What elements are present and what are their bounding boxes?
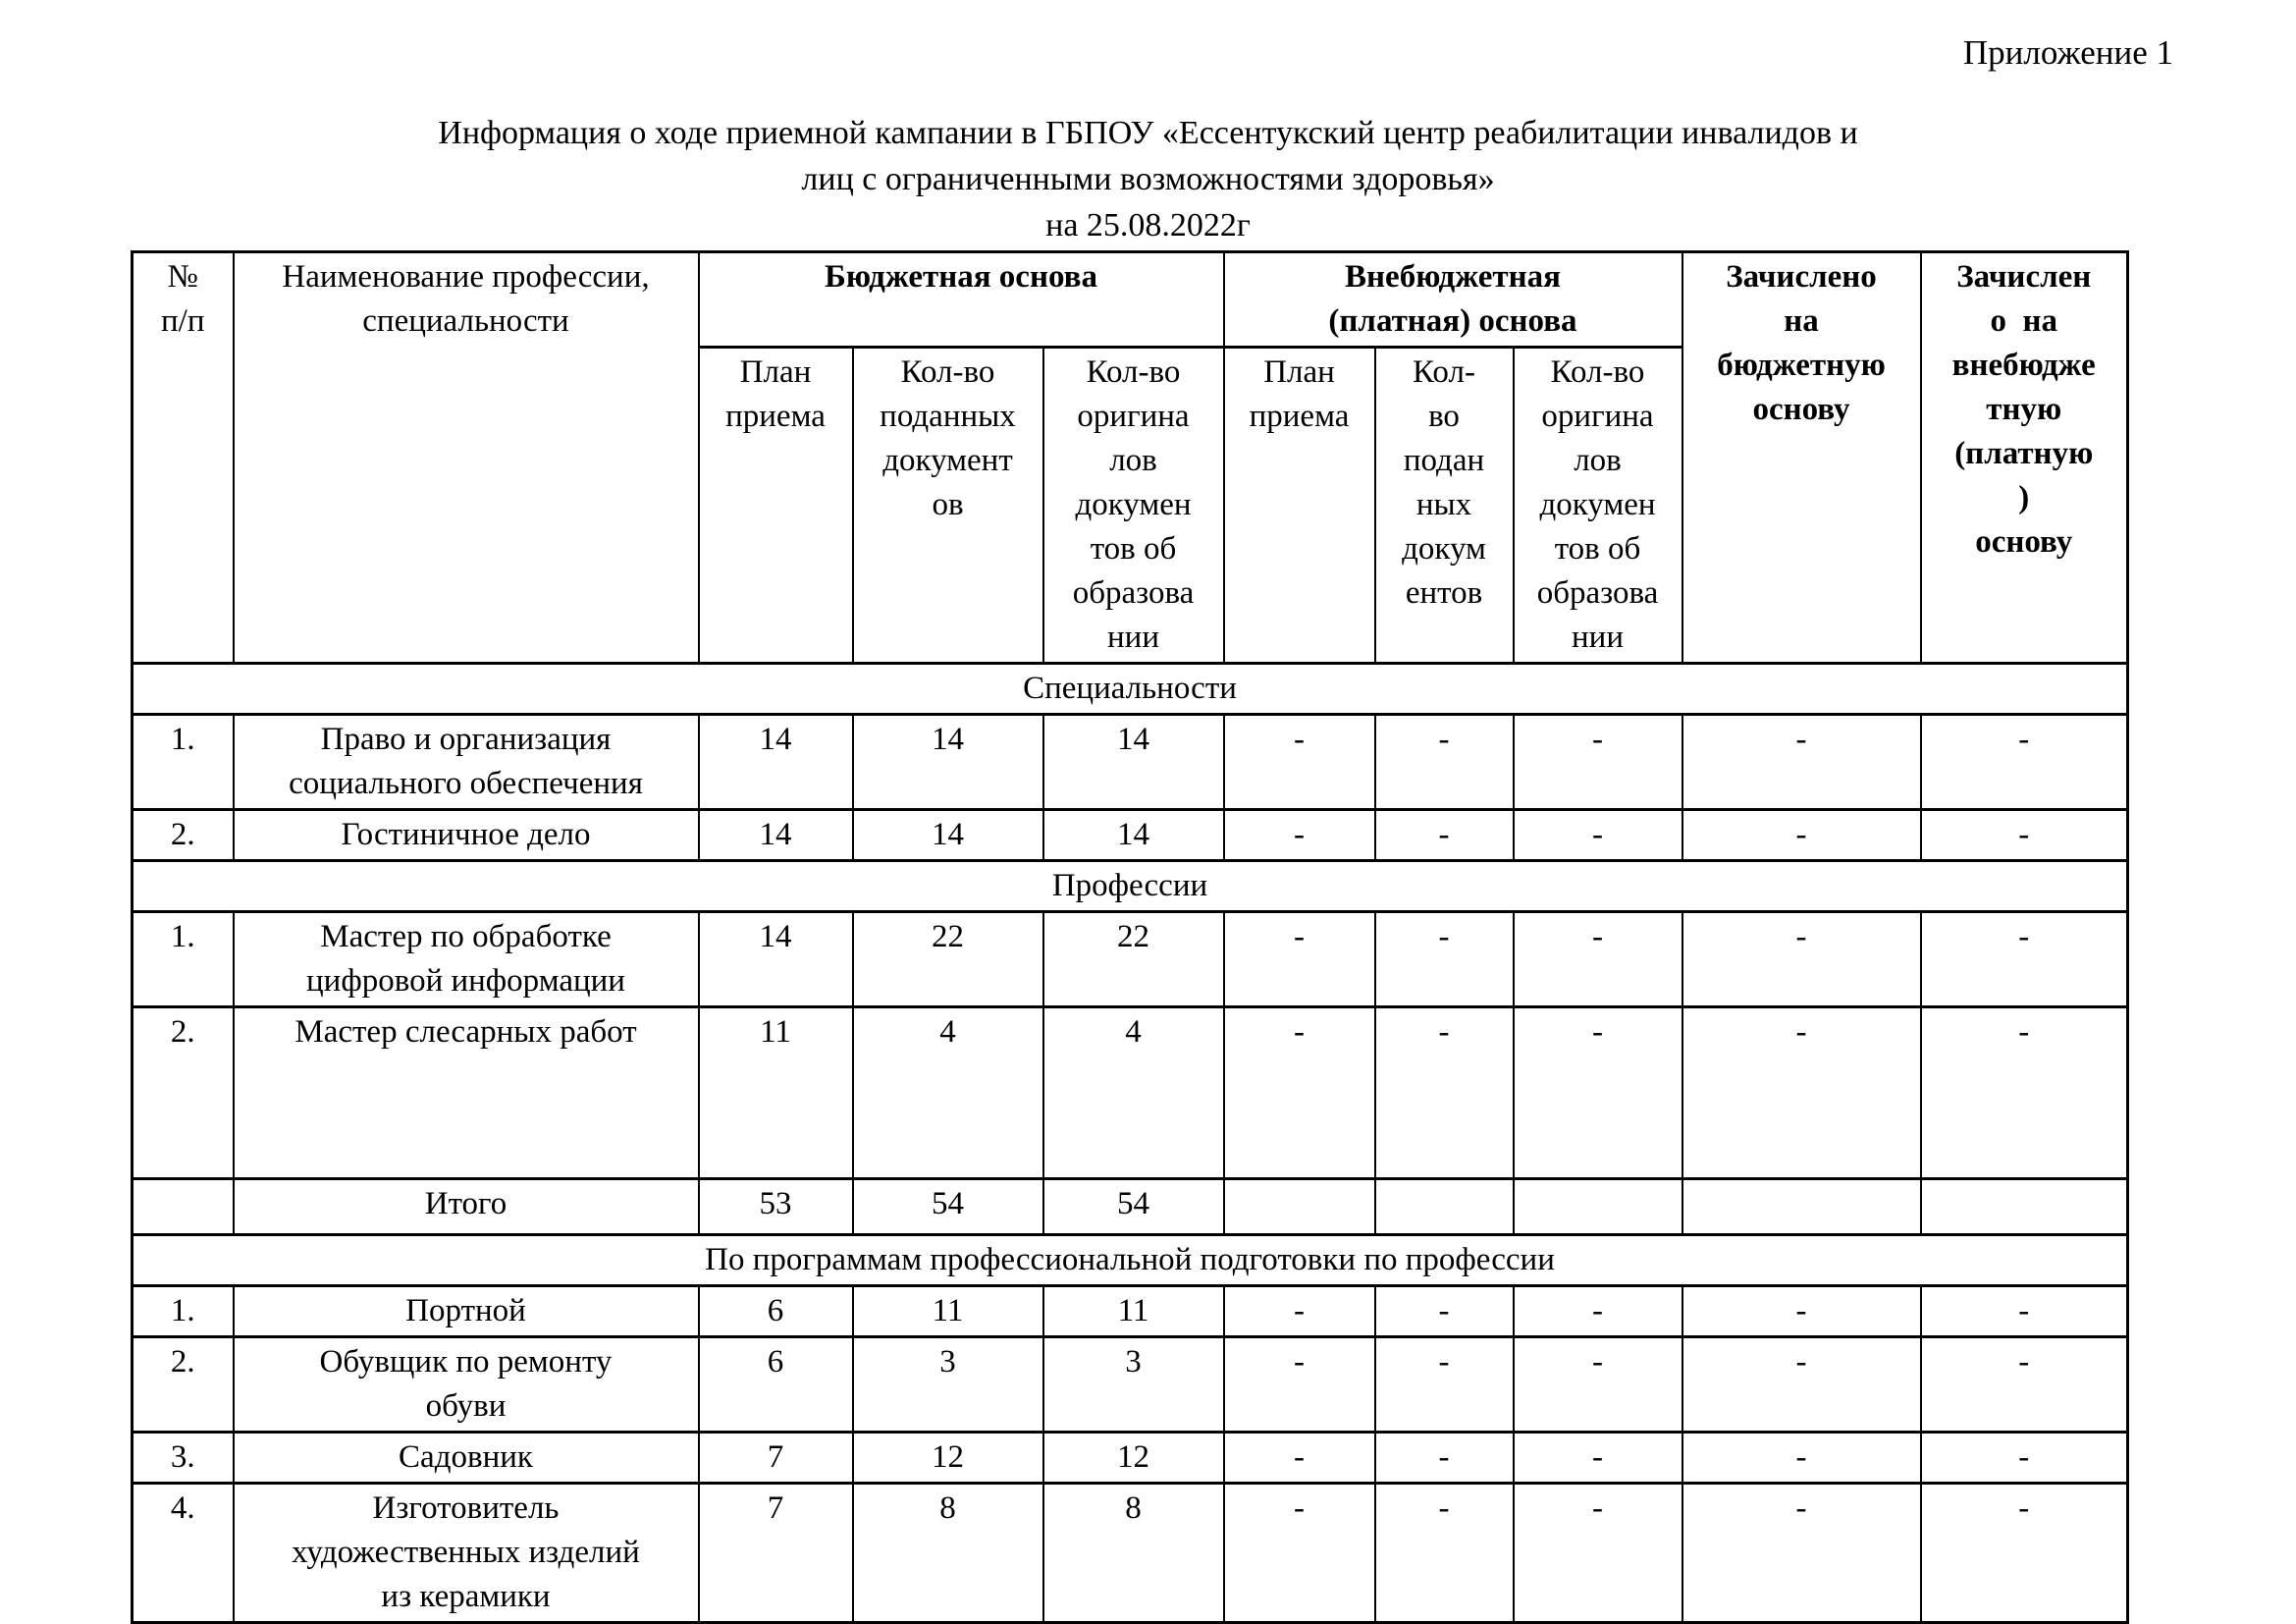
budget-submitted-value: 14: [853, 715, 1043, 810]
extra-originals-value: -: [1514, 810, 1682, 861]
profession-name: Мастер слесарных работ: [234, 1007, 699, 1179]
row-number: 4.: [133, 1484, 234, 1623]
table-row: [133, 1433, 2128, 1484]
row-number: 2.: [133, 1337, 234, 1433]
enrolled-extra-value: -: [1921, 1286, 2128, 1337]
title-line-3: на 25.08.2022г: [1045, 207, 1251, 244]
extra-originals-value: -: [1514, 912, 1682, 1007]
col-head-extra-original-docs: Кол-во оригина лов докумен тов об образова нии: [1514, 348, 1682, 664]
profession-name: Садовник: [234, 1433, 699, 1484]
budget-originals-value: 11: [1043, 1286, 1224, 1337]
budget-plan-value: 11: [699, 1007, 853, 1179]
col-head-enrolled-extrabudget: Зачислен о на внебюдже тную (платную ) основу: [1921, 252, 2128, 664]
budget-plan-value: 7: [699, 1433, 853, 1484]
enrolled-budget-value: -: [1682, 1337, 1921, 1433]
table-row: [133, 1337, 2128, 1433]
section-row-vocational-training: [133, 1235, 2128, 1286]
col-head-budget-plan: План приема: [699, 348, 853, 664]
budget-originals-value: 22: [1043, 912, 1224, 1007]
extra-submitted-value: -: [1375, 1007, 1514, 1179]
budget-submitted-value: 3: [853, 1337, 1043, 1433]
extra-plan-value: -: [1224, 1286, 1375, 1337]
col-group-budget-basis: Бюджетная основа: [699, 252, 1224, 348]
document-title: [0, 110, 2296, 248]
appendix-label: Приложение 1: [1962, 33, 2173, 72]
section-label: По программам профессиональной подготовки по профессии: [133, 1235, 2128, 1286]
section-row-professions: [133, 861, 2128, 912]
extra-submitted-value: -: [1375, 715, 1514, 810]
profession-name: Право и организация социального обеспечения: [234, 715, 699, 810]
title-line-1: Информация о ходе приемной кампании в ГБПОУ «Ессентукский центр реабилитации инвалидов и: [438, 115, 1858, 151]
extra-plan-value: -: [1224, 1337, 1375, 1433]
enrolled-budget-value: -: [1682, 1286, 1921, 1337]
enrolled-budget-value: -: [1682, 1433, 1921, 1484]
budget-originals-value: 4: [1043, 1007, 1224, 1179]
extra-submitted-value: -: [1375, 1286, 1514, 1337]
extra-submitted-value: -: [1375, 810, 1514, 861]
enrolled-budget-value: -: [1682, 912, 1921, 1007]
enrolled-extra-value: -: [1921, 810, 2128, 861]
extra-plan-total: [1224, 1179, 1375, 1235]
extra-plan-value: -: [1224, 912, 1375, 1007]
row-number: 1.: [133, 912, 234, 1007]
enrolled-budget-value: -: [1682, 715, 1921, 810]
col-head-extra-submitted-docs: Кол- во подан ных докум ентов: [1375, 348, 1514, 664]
extra-plan-value: -: [1224, 715, 1375, 810]
col-head-extra-plan: План приема: [1224, 348, 1375, 664]
budget-submitted-value: 4: [853, 1007, 1043, 1179]
table-row: [133, 715, 2128, 810]
budget-originals-value: 14: [1043, 810, 1224, 861]
col-head-number: № п/п: [133, 252, 234, 664]
extra-submitted-value: -: [1375, 1433, 1514, 1484]
extra-originals-value: -: [1514, 1286, 1682, 1337]
extra-plan-value: -: [1224, 810, 1375, 861]
table-row: [133, 1007, 2128, 1179]
enrolled-budget-value: -: [1682, 810, 1921, 861]
budget-originals-value: 14: [1043, 715, 1224, 810]
budget-plan-value: 6: [699, 1337, 853, 1433]
extra-submitted-total: [1375, 1179, 1514, 1235]
title-line-2: лиц с ограниченными возможностями здоровья»: [801, 161, 1495, 197]
table-row: [133, 1484, 2128, 1623]
extra-originals-value: -: [1514, 1007, 1682, 1179]
table-row: [133, 810, 2128, 861]
section-row-specialties: [133, 664, 2128, 715]
profession-name: Портной: [234, 1286, 699, 1337]
extra-submitted-value: -: [1375, 912, 1514, 1007]
enrolled-extra-value: -: [1921, 1484, 2128, 1623]
extra-originals-value: -: [1514, 1337, 1682, 1433]
col-head-budget-submitted-docs: Кол-во поданных документ ов: [853, 348, 1043, 664]
budget-originals-value: 12: [1043, 1433, 1224, 1484]
extra-originals-total: [1514, 1179, 1682, 1235]
extra-originals-value: -: [1514, 1433, 1682, 1484]
profession-name: Гостиничное дело: [234, 810, 699, 861]
extra-originals-value: -: [1514, 1484, 1682, 1623]
row-number: [133, 1179, 234, 1235]
budget-submitted-value: 11: [853, 1286, 1043, 1337]
row-number: 2.: [133, 810, 234, 861]
extra-plan-value: -: [1224, 1484, 1375, 1623]
extra-plan-value: -: [1224, 1433, 1375, 1484]
budget-plan-value: 6: [699, 1286, 853, 1337]
extra-submitted-value: -: [1375, 1484, 1514, 1623]
extra-plan-value: -: [1224, 1007, 1375, 1179]
budget-submitted-value: 8: [853, 1484, 1043, 1623]
budget-originals-value: 8: [1043, 1484, 1224, 1623]
enrolled-extra-value: -: [1921, 715, 2128, 810]
row-number: 1.: [133, 715, 234, 810]
enrolled-extra-value: -: [1921, 1007, 2128, 1179]
enrolled-budget-value: -: [1682, 1484, 1921, 1623]
row-number: 1.: [133, 1286, 234, 1337]
total-label: Итого: [234, 1179, 699, 1235]
budget-submitted-value: 22: [853, 912, 1043, 1007]
col-head-profession-name: Наименование профессии, специальности: [234, 252, 699, 664]
budget-originals-total: 54: [1043, 1179, 1224, 1235]
enrolled-budget-total: [1682, 1179, 1921, 1235]
budget-submitted-value: 12: [853, 1433, 1043, 1484]
table-row: [133, 1286, 2128, 1337]
budget-submitted-total: 54: [853, 1179, 1043, 1235]
budget-submitted-value: 14: [853, 810, 1043, 861]
col-head-budget-original-docs: Кол-во оригина лов докумен тов об образова нии: [1043, 348, 1224, 664]
col-head-enrolled-budget: Зачислено на бюджетную основу: [1682, 252, 1921, 664]
section-label: Профессии: [133, 861, 2128, 912]
enrolled-budget-value: -: [1682, 1007, 1921, 1179]
row-number: 3.: [133, 1433, 234, 1484]
enrolled-extra-value: -: [1921, 912, 2128, 1007]
budget-plan-value: 14: [699, 715, 853, 810]
profession-name: Обувщик по ремонту обуви: [234, 1337, 699, 1433]
admissions-table: [131, 250, 2129, 1624]
table-row: [133, 912, 2128, 1007]
budget-plan-total: 53: [699, 1179, 853, 1235]
budget-plan-value: 14: [699, 912, 853, 1007]
profession-name: Изготовитель художественных изделий из керамики: [234, 1484, 699, 1623]
budget-originals-value: 3: [1043, 1337, 1224, 1433]
enrolled-extra-total: [1921, 1179, 2128, 1235]
budget-plan-value: 7: [699, 1484, 853, 1623]
col-group-extrabudget-basis: Внебюджетная (платная) основа: [1224, 252, 1682, 348]
extra-submitted-value: -: [1375, 1337, 1514, 1433]
budget-plan-value: 14: [699, 810, 853, 861]
profession-name: Мастер по обработке цифровой информации: [234, 912, 699, 1007]
enrolled-extra-value: -: [1921, 1337, 2128, 1433]
enrolled-extra-value: -: [1921, 1433, 2128, 1484]
admissions-table-wrap: [131, 250, 2129, 1624]
section-label: Специальности: [133, 664, 2128, 715]
extra-originals-value: -: [1514, 715, 1682, 810]
total-row: [133, 1179, 2128, 1235]
row-number: 2.: [133, 1007, 234, 1179]
header-row-groups: [133, 252, 2128, 348]
